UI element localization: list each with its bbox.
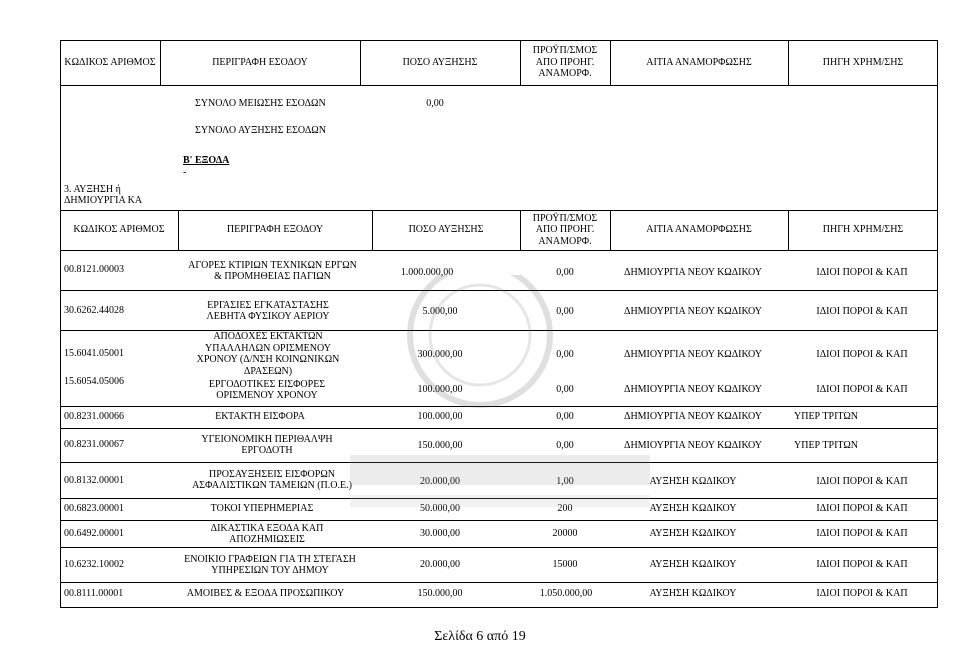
section-3-title: 3. ΑΥΞΗΣΗ ή ΔΗΜΙΟΥΡΓΙΑ ΚΑ — [64, 183, 143, 206]
row-source: ΥΠΕΡ ΤΡΙΤΩΝ — [794, 411, 859, 423]
col-divider — [520, 210, 521, 250]
row-divider — [60, 250, 938, 251]
row-prev-budget: 0,00 — [556, 306, 574, 318]
row-divider — [60, 290, 938, 291]
row-divider — [60, 498, 938, 499]
header-code: ΚΩΔΙΚΟΣ ΑΡΙΘΜΟΣ — [64, 56, 156, 68]
row-prev-budget: 1,00 — [556, 476, 574, 488]
row-code: 00.8111.00001 — [64, 588, 124, 600]
row-prev-budget: 200 — [557, 503, 573, 515]
row-source: ΙΔΙΟΙ ΠΟΡΟΙ & ΚΑΠ — [816, 588, 908, 600]
row-reason: ΔΗΜΙΟΥΡΓΙΑ ΝΕΟΥ ΚΩΔΙΚΟΥ — [624, 267, 762, 279]
row-amount: 100.000,00 — [417, 384, 463, 396]
row-prev-budget: 1.050.000,00 — [539, 588, 593, 600]
row-divider — [60, 406, 938, 407]
row-amount: 150.000,00 — [417, 588, 463, 600]
decrease-total-label: ΣΥΝΟΛΟ ΜΕΙΩΣΗΣ ΕΣΟΔΩΝ — [195, 98, 326, 110]
row-code: 30.6262.44028 — [64, 305, 124, 317]
row-code: 00.6823.00001 — [64, 503, 124, 515]
row-prev-budget: 0,00 — [556, 349, 574, 361]
row-prev-budget: 0,00 — [556, 440, 574, 452]
row-reason: ΑΥΞΗΣΗ ΚΩΔΙΚΟΥ — [649, 476, 737, 488]
row-reason: ΔΗΜΙΟΥΡΓΙΑ ΝΕΟΥ ΚΩΔΙΚΟΥ — [624, 384, 762, 396]
row-code: 00.8231.00067 — [64, 439, 124, 451]
header-amount: ΠΟΣΟ ΑΥΞΗΣΗΣ — [402, 56, 478, 68]
decrease-total-value: 0,00 — [426, 98, 444, 110]
row-description: ΑΓΟΡΕΣ ΚΤΙΡΙΩΝ ΤΕΧΝΙΚΩΝ ΕΡΓΩΝ & ΠΡΟΜΗΘΕΙΑΣ ΠΑΓΙΩΝ — [188, 259, 357, 282]
header-reason: ΑΙΤΙΑ ΑΝΑΜΟΡΦΩΣΗΣ — [646, 224, 752, 236]
row-source: ΥΠΕΡ ΤΡΙΤΩΝ — [794, 440, 859, 452]
row-code: 15.6054.05006 — [64, 376, 124, 388]
row-reason: ΔΗΜΙΟΥΡΓΙΑ ΝΕΟΥ ΚΩΔΙΚΟΥ — [624, 411, 762, 423]
row-prev-budget: 15000 — [552, 559, 578, 571]
row-code: 00.8132.00001 — [64, 475, 124, 487]
row-prev-budget: 0,00 — [556, 411, 574, 423]
row-description: ΑΠΟΔΟΧΕΣ ΕΚΤΑΚΤΩΝ ΥΠΑΛΛΗΛΩΝ ΟΡΙΣΜΕΝΟΥ ΧΡΟΝΟΥ (Δ/ΝΣΗ ΚΟΙΝΩΝΙΚΩΝ ΔΡΑΣΕΩΝ) — [196, 331, 340, 377]
header-amount: ΠΟΣΟ ΑΥΞΗΣΗΣ — [408, 224, 484, 236]
row-description: ΥΓΕΙΟΝΟΜΙΚΗ ΠΕΡΙΘΑΛΨΗ ΕΡΓΟΔΟΤΗ — [201, 433, 333, 456]
header-source: ΠΗΓΗ ΧΡΗΜ/ΣΗΣ — [822, 56, 904, 68]
row-divider — [60, 582, 938, 583]
section-b-dash: - — [183, 167, 187, 179]
row-code: 15.6041.05001 — [64, 348, 124, 360]
row-source: ΙΔΙΟΙ ΠΟΡΟΙ & ΚΑΠ — [816, 559, 908, 571]
row-description: ΕΚΤΑΚΤΗ ΕΙΣΦΟΡΑ — [215, 411, 305, 423]
row-amount: 150.000,00 — [417, 440, 463, 452]
row-source: ΙΔΙΟΙ ΠΟΡΟΙ & ΚΑΠ — [816, 476, 908, 488]
row-source: ΙΔΙΟΙ ΠΟΡΟΙ & ΚΑΠ — [816, 267, 908, 279]
row-source: ΙΔΙΟΙ ΠΟΡΟΙ & ΚΑΠ — [816, 349, 908, 361]
row-code: 10.6232.10002 — [64, 559, 124, 571]
row-description: ΔΙΚΑΣΤΙΚΑ ΕΞΟΔΑ ΚΑΠ ΑΠΟΖΗΜΙΩΣΕΙΣ — [210, 522, 324, 545]
row-description: ΤΟΚΟΙ ΥΠΕΡΗΜΕΡΙΑΣ — [210, 503, 314, 515]
row-reason: ΔΗΜΙΟΥΡΓΙΑ ΝΕΟΥ ΚΩΔΙΚΟΥ — [624, 349, 762, 361]
row-source: ΙΔΙΟΙ ΠΟΡΟΙ & ΚΑΠ — [816, 503, 908, 515]
row-amount: 300.000,00 — [417, 349, 463, 361]
section-b-title: Β' ΕΞΟΔΑ — [183, 155, 230, 167]
row-reason: ΑΥΞΗΣΗ ΚΩΔΙΚΟΥ — [649, 559, 737, 571]
row-prev-budget: 0,00 — [556, 384, 574, 396]
row-divider — [60, 428, 938, 429]
row-divider — [60, 547, 938, 548]
row-source: ΙΔΙΟΙ ΠΟΡΟΙ & ΚΑΠ — [816, 528, 908, 540]
row-description: ΕΡΓΑΣΙΕΣ ΕΓΚΑΤΑΣΤΑΣΗΣ ΛΕΒΗΤΑ ΦΥΣΙΚΟΥ ΑΕΡΙΟΥ — [206, 299, 330, 322]
row-code: 00.8231.00066 — [64, 411, 124, 423]
col-divider — [520, 40, 521, 85]
header-expense-desc: ΠΕΡΙΓΡΑΦΗ ΕΞΟΔΟΥ — [226, 224, 324, 236]
header-income-desc: ΠΕΡΙΓΡΑΦΗ ΕΣΟΔΟΥ — [212, 56, 308, 68]
row-description: ΕΝΟΙΚΙΟ ΓΡΑΦΕΙΩΝ ΓΙΑ ΤΗ ΣΤΕΓΑΣΗ ΥΠΗΡΕΣΙΩΝ ΤΟΥ ΔΗΜΟΥ — [184, 553, 356, 576]
row-amount: 100.000,00 — [417, 411, 463, 423]
row-source: ΙΔΙΟΙ ΠΟΡΟΙ & ΚΑΠ — [816, 384, 908, 396]
row-source: ΙΔΙΟΙ ΠΟΡΟΙ & ΚΑΠ — [816, 306, 908, 318]
page-number: Σελίδα 6 από 19 — [434, 629, 526, 644]
row-reason: ΑΥΞΗΣΗ ΚΩΔΙΚΟΥ — [649, 503, 737, 515]
row-code: 00.6492.00001 — [64, 528, 124, 540]
row-amount: 20.000,00 — [420, 476, 460, 488]
row-amount: 1.000.000,00 — [400, 267, 454, 279]
header-source: ΠΗΓΗ ΧΡΗΜ/ΣΗΣ — [822, 224, 904, 236]
row-reason: ΔΗΜΙΟΥΡΓΙΑ ΝΕΟΥ ΚΩΔΙΚΟΥ — [624, 306, 762, 318]
row-reason: ΑΥΞΗΣΗ ΚΩΔΙΚΟΥ — [649, 528, 737, 540]
header-prev-budget: ΠΡΟΫΠ/ΣΜΟΣ ΑΠΟ ΠΡΟΗΓ. ΑΝΑΜΟΡΦ. — [532, 212, 598, 247]
row-amount: 50.000,00 — [420, 503, 460, 515]
increase-total-label: ΣΥΝΟΛΟ ΑΥΞΗΣΗΣ ΕΣΟΔΩΝ — [195, 125, 326, 137]
row-divider — [60, 85, 938, 86]
header-reason: ΑΙΤΙΑ ΑΝΑΜΟΡΦΩΣΗΣ — [646, 56, 752, 68]
row-description: ΕΡΓΟΔΟΤΙΚΕΣ ΕΙΣΦΟΡΕΣ ΟΡΙΣΜΕΝΟΥ ΧΡΟΝΟΥ — [208, 378, 326, 401]
header-code: ΚΩΔΙΚΟΣ ΑΡΙΘΜΟΣ — [73, 224, 165, 236]
row-prev-budget: 20000 — [552, 528, 578, 540]
row-divider — [60, 462, 938, 463]
row-reason: ΑΥΞΗΣΗ ΚΩΔΙΚΟΥ — [649, 588, 737, 600]
row-description: ΠΡΟΣΑΥΞΗΣΕΙΣ ΕΙΣΦΟΡΩΝ ΑΣΦΑΛΙΣΤΙΚΩΝ ΤΑΜΕΙΩΝ (Π.Ο.Ε.) — [192, 468, 352, 491]
row-amount: 30.000,00 — [420, 528, 460, 540]
row-prev-budget: 0,00 — [556, 267, 574, 279]
row-amount: 5.000,00 — [422, 306, 458, 318]
header-prev-budget: ΠΡΟΫΠ/ΣΜΟΣ ΑΠΟ ΠΡΟΗΓ. ΑΝΑΜΟΡΦ. — [532, 45, 598, 80]
row-reason: ΔΗΜΙΟΥΡΓΙΑ ΝΕΟΥ ΚΩΔΙΚΟΥ — [624, 440, 762, 452]
row-amount: 20.000,00 — [420, 559, 460, 571]
row-description: ΑΜΟΙΒΕΣ & ΕΞΟΔΑ ΠΡΟΣΩΠΙΚΟΥ — [186, 588, 345, 600]
row-code: 00.8121.00003 — [64, 264, 124, 276]
